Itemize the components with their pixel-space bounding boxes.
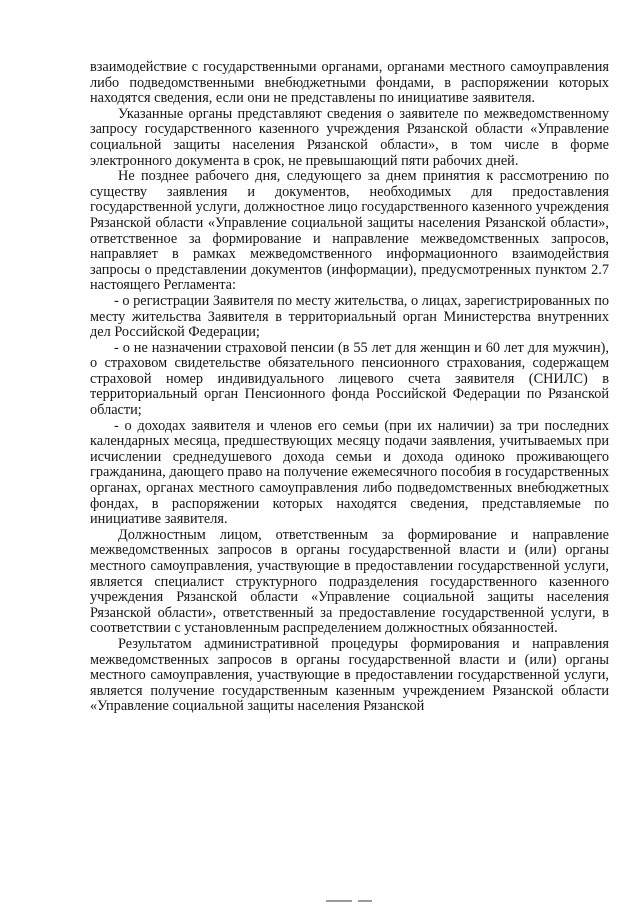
paragraph-3: Не позднее рабочего дня, следующего за днем принятия к рассмотрению по существу заявления и документов, необходимых для предоставления государственной услуги, должностное лицо государственного казенного учреждения Рязанской области «Управление социальной защиты населения Рязанской области», ответственное за формирование и направление межведомственных запросов, направляет в рамках межведомственного информационного взаимодействия запросы о представлении документов (информации), предусмотренных пунктом 2.7 настоящего Регламента: (90, 168, 609, 294)
scan-artifact-mark (358, 900, 372, 902)
paragraph-2: Указанные органы представляют сведения о заявителе по межведомственному запросу государственного казенного учреждения Рязанской области «Управление социальной защиты населения Рязанской области», в том числе в форме электронного документа в срок, не превышающий пяти рабочих дней. (90, 105, 609, 169)
paragraph-result: Результатом административной процедуры формирования и направления межведомственных запросов в органы государственной власти и (или) органы местного самоуправления, участвующие в предоставлении государственной услуги, является получение государственным казенным учреждением Рязанской области «Управление социальной защиты населения Рязанской (90, 635, 609, 715)
paragraph-responsible-official: Должностным лицом, ответственным за формирование и направление межведомственных запросов в органы государственной власти и (или) органы местного самоуправления, участвующие в предоставлении государственной услуги, является специалист структурного подразделения государственного казенного учреждения Рязанской области «Управление социальной защиты населения Рязанской области», ответственный за предоставление государственной услуги, в соответствии с установленным распределением должностных обязанностей. (90, 526, 609, 637)
scan-artifact-mark (326, 900, 352, 902)
list-item-registration: - о регистрации Заявителя по месту жительства, о лицах, зарегистрированных по месту жительства Заявителя в территориальный орган Министерства внутренних дел Российской Федерации; (90, 292, 609, 341)
list-item-income: - о доходах заявителя и членов его семьи (при их наличии) за три последних календарных месяца, предшествующих месяцу подачи заявления, учитываемых при исчислении среднедушевого дохода семьи и дохода одиноко проживающего гражданина, дающего право на получение ежемесячного пособия в государственных органах, органах местного самоуправления либо подведомственных внебюджетных фондах, в распоряжении которых находятся сведения, представляемые по инициативе заявителя. (90, 417, 609, 528)
paragraph-1: взаимодействие с государственными органами, органами местного самоуправления либо подведомственными внебюджетными фондами, в распоряжении которых находятся сведения, если они не представлены по инициативе заявителя. (90, 59, 609, 107)
list-item-pension: - о не назначении страховой пенсии (в 55 лет для женщин и 60 лет для мужчин), о страховом свидетельстве обязательного пенсионного страхования, содержащем страховой номер индивидуального лицевого счета заявителя (СНИЛС) в территориальный орган Пенсионного фонда Российской Федерации по Рязанской области; (90, 339, 609, 419)
document-body (90, 60, 609, 715)
